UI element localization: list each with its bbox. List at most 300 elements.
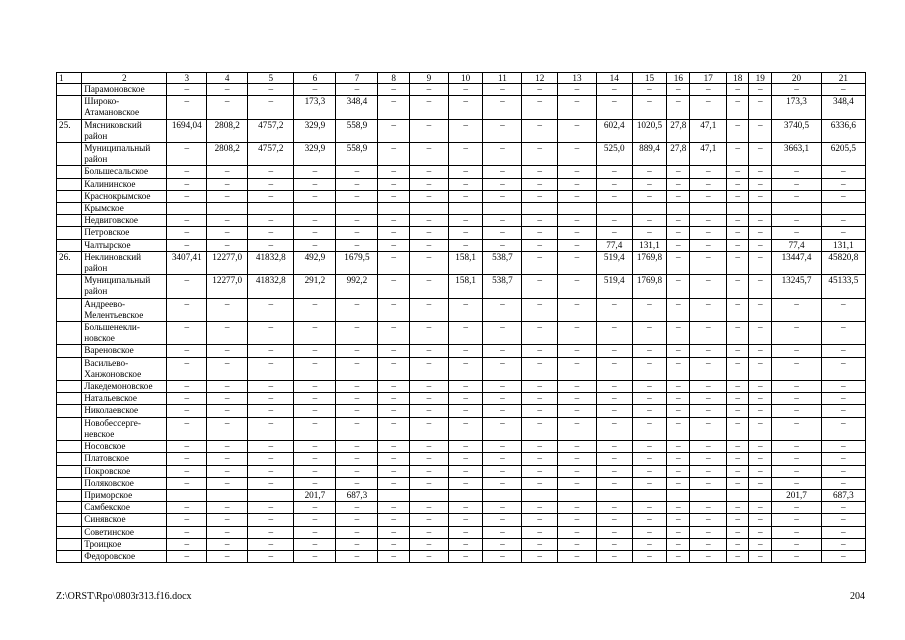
value-cell: – bbox=[749, 119, 772, 142]
value-cell: – bbox=[558, 119, 597, 142]
value-cell: – bbox=[632, 322, 667, 345]
value-cell: – bbox=[248, 453, 294, 465]
value-cell: – bbox=[727, 239, 749, 251]
value-cell: – bbox=[522, 514, 558, 526]
value-cell: – bbox=[378, 190, 410, 202]
value-cell: – bbox=[596, 538, 632, 550]
value-cell: – bbox=[336, 178, 378, 190]
row-label-cell: Большесальское bbox=[82, 166, 167, 178]
value-cell: 492,9 bbox=[294, 251, 336, 274]
value-cell: – bbox=[632, 538, 667, 550]
table-row bbox=[57, 526, 866, 538]
value-cell: – bbox=[727, 215, 749, 227]
value-cell: – bbox=[378, 96, 410, 119]
value-cell: – bbox=[294, 84, 336, 96]
value-cell: – bbox=[821, 393, 865, 405]
value-cell: – bbox=[821, 453, 865, 465]
column-header: 11 bbox=[483, 73, 522, 84]
value-cell: – bbox=[632, 477, 667, 489]
value-cell: – bbox=[336, 381, 378, 393]
value-cell: – bbox=[207, 239, 248, 251]
value-cell: – bbox=[448, 514, 483, 526]
value-cell: – bbox=[772, 526, 821, 538]
value-cell: – bbox=[558, 381, 597, 393]
value-cell: – bbox=[378, 526, 410, 538]
value-cell: – bbox=[558, 143, 597, 166]
value-cell: – bbox=[727, 227, 749, 239]
value-cell: – bbox=[667, 190, 690, 202]
value-cell: – bbox=[772, 417, 821, 440]
table-row bbox=[57, 322, 866, 345]
value-cell bbox=[248, 203, 294, 215]
value-cell: – bbox=[821, 514, 865, 526]
table-row bbox=[57, 489, 866, 501]
value-cell: 538,7 bbox=[483, 251, 522, 274]
value-cell: – bbox=[821, 227, 865, 239]
value-cell: – bbox=[483, 178, 522, 190]
value-cell: – bbox=[248, 381, 294, 393]
value-cell: – bbox=[448, 477, 483, 489]
value-cell: – bbox=[632, 96, 667, 119]
value-cell: – bbox=[821, 190, 865, 202]
table-row bbox=[57, 345, 866, 357]
value-cell: – bbox=[522, 96, 558, 119]
column-header: 14 bbox=[596, 73, 632, 84]
table-row bbox=[57, 190, 866, 202]
value-cell: – bbox=[207, 550, 248, 562]
value-cell: – bbox=[409, 345, 448, 357]
value-cell: – bbox=[522, 227, 558, 239]
value-cell: – bbox=[596, 465, 632, 477]
row-label-cell: Натальевское bbox=[82, 393, 167, 405]
value-cell: – bbox=[409, 215, 448, 227]
value-cell: – bbox=[522, 298, 558, 321]
value-cell: 158,1 bbox=[448, 251, 483, 274]
value-cell: – bbox=[448, 345, 483, 357]
column-header: 13 bbox=[558, 73, 597, 84]
value-cell: 558,9 bbox=[336, 119, 378, 142]
value-cell: – bbox=[336, 227, 378, 239]
value-cell: – bbox=[336, 477, 378, 489]
value-cell: – bbox=[727, 441, 749, 453]
value-cell: – bbox=[409, 502, 448, 514]
table-row bbox=[57, 239, 866, 251]
value-cell: – bbox=[448, 550, 483, 562]
value-cell bbox=[522, 203, 558, 215]
value-cell: – bbox=[821, 550, 865, 562]
value-cell: – bbox=[378, 322, 410, 345]
value-cell: – bbox=[522, 345, 558, 357]
value-cell bbox=[727, 489, 749, 501]
column-header: 20 bbox=[772, 73, 821, 84]
value-cell: – bbox=[596, 405, 632, 417]
value-cell: – bbox=[409, 275, 448, 298]
value-cell: – bbox=[336, 166, 378, 178]
value-cell: – bbox=[409, 119, 448, 142]
value-cell: – bbox=[294, 345, 336, 357]
value-cell: – bbox=[294, 393, 336, 405]
value-cell: – bbox=[632, 215, 667, 227]
table-row bbox=[57, 393, 866, 405]
value-cell: – bbox=[483, 417, 522, 440]
value-cell: – bbox=[821, 417, 865, 440]
value-cell: – bbox=[522, 275, 558, 298]
row-number-cell bbox=[57, 357, 82, 380]
value-cell: – bbox=[690, 84, 727, 96]
value-cell: – bbox=[294, 441, 336, 453]
value-cell: – bbox=[558, 453, 597, 465]
value-cell: – bbox=[248, 417, 294, 440]
value-cell: – bbox=[248, 514, 294, 526]
value-cell: – bbox=[522, 477, 558, 489]
value-cell: – bbox=[749, 538, 772, 550]
value-cell: – bbox=[448, 119, 483, 142]
value-cell: – bbox=[596, 526, 632, 538]
value-cell: – bbox=[727, 251, 749, 274]
row-label-cell: Калининское bbox=[82, 178, 167, 190]
value-cell: – bbox=[522, 538, 558, 550]
value-cell: – bbox=[378, 477, 410, 489]
value-cell: 201,7 bbox=[294, 489, 336, 501]
value-cell: – bbox=[167, 477, 207, 489]
value-cell: – bbox=[772, 514, 821, 526]
value-cell: – bbox=[167, 190, 207, 202]
value-cell: – bbox=[294, 453, 336, 465]
value-cell: – bbox=[294, 417, 336, 440]
value-cell: – bbox=[727, 190, 749, 202]
value-cell: – bbox=[294, 190, 336, 202]
row-label-cell: Краснокрымское bbox=[82, 190, 167, 202]
value-cell: – bbox=[632, 393, 667, 405]
value-cell: – bbox=[448, 166, 483, 178]
value-cell: – bbox=[632, 526, 667, 538]
value-cell: – bbox=[483, 477, 522, 489]
value-cell: – bbox=[690, 227, 727, 239]
value-cell: – bbox=[248, 405, 294, 417]
value-cell: – bbox=[336, 502, 378, 514]
value-cell: – bbox=[821, 441, 865, 453]
value-cell: 158,1 bbox=[448, 275, 483, 298]
row-number-cell bbox=[57, 166, 82, 178]
value-cell: – bbox=[167, 298, 207, 321]
row-label-cell: Широко-Атамановское bbox=[82, 96, 167, 119]
row-number-cell bbox=[57, 514, 82, 526]
value-cell bbox=[632, 203, 667, 215]
value-cell: 687,3 bbox=[336, 489, 378, 501]
value-cell: 131,1 bbox=[632, 239, 667, 251]
value-cell: – bbox=[207, 502, 248, 514]
value-cell: – bbox=[336, 357, 378, 380]
column-header: 19 bbox=[749, 73, 772, 84]
value-cell: – bbox=[632, 514, 667, 526]
value-cell: – bbox=[772, 393, 821, 405]
value-cell: – bbox=[167, 166, 207, 178]
value-cell bbox=[667, 489, 690, 501]
value-cell: – bbox=[690, 239, 727, 251]
row-label-cell: Крымское bbox=[82, 203, 167, 215]
value-cell: 6336,6 bbox=[821, 119, 865, 142]
value-cell: – bbox=[727, 143, 749, 166]
value-cell: – bbox=[749, 477, 772, 489]
column-header: 12 bbox=[522, 73, 558, 84]
value-cell: – bbox=[483, 322, 522, 345]
value-cell: – bbox=[294, 178, 336, 190]
value-cell: – bbox=[378, 345, 410, 357]
value-cell: – bbox=[483, 550, 522, 562]
value-cell: – bbox=[167, 275, 207, 298]
table-row bbox=[57, 178, 866, 190]
value-cell: 77,4 bbox=[772, 239, 821, 251]
column-header: 10 bbox=[448, 73, 483, 84]
value-cell: – bbox=[483, 526, 522, 538]
value-cell: – bbox=[667, 526, 690, 538]
row-number-cell bbox=[57, 550, 82, 562]
row-label-cell: Николаевское bbox=[82, 405, 167, 417]
value-cell: – bbox=[448, 381, 483, 393]
value-cell: – bbox=[294, 538, 336, 550]
value-cell: 558,9 bbox=[336, 143, 378, 166]
value-cell: – bbox=[690, 453, 727, 465]
value-cell: – bbox=[483, 239, 522, 251]
value-cell: – bbox=[690, 550, 727, 562]
value-cell: – bbox=[248, 345, 294, 357]
value-cell: – bbox=[294, 239, 336, 251]
value-cell: – bbox=[667, 538, 690, 550]
value-cell: – bbox=[248, 441, 294, 453]
value-cell: – bbox=[522, 417, 558, 440]
value-cell: – bbox=[632, 357, 667, 380]
value-cell: – bbox=[727, 275, 749, 298]
value-cell: 27,8 bbox=[667, 143, 690, 166]
value-cell: – bbox=[558, 345, 597, 357]
value-cell: – bbox=[336, 514, 378, 526]
value-cell: – bbox=[749, 322, 772, 345]
value-cell: – bbox=[821, 526, 865, 538]
value-cell: 1769,8 bbox=[632, 251, 667, 274]
value-cell: – bbox=[821, 465, 865, 477]
row-number-cell bbox=[57, 489, 82, 501]
value-cell: – bbox=[727, 550, 749, 562]
value-cell: – bbox=[749, 417, 772, 440]
value-cell: – bbox=[558, 393, 597, 405]
value-cell: – bbox=[294, 477, 336, 489]
row-label-cell: Носовское bbox=[82, 441, 167, 453]
value-cell: – bbox=[483, 538, 522, 550]
table-header-row bbox=[57, 73, 866, 84]
value-cell: – bbox=[558, 526, 597, 538]
value-cell: – bbox=[448, 502, 483, 514]
value-cell: – bbox=[558, 190, 597, 202]
value-cell: – bbox=[167, 239, 207, 251]
value-cell: – bbox=[378, 84, 410, 96]
value-cell: – bbox=[522, 84, 558, 96]
row-number-cell bbox=[57, 143, 82, 166]
value-cell: – bbox=[772, 502, 821, 514]
value-cell: – bbox=[207, 298, 248, 321]
value-cell: 173,3 bbox=[294, 96, 336, 119]
value-cell: – bbox=[448, 215, 483, 227]
value-cell: – bbox=[167, 441, 207, 453]
value-cell: – bbox=[378, 538, 410, 550]
value-cell: 3663,1 bbox=[772, 143, 821, 166]
value-cell bbox=[632, 489, 667, 501]
value-cell: – bbox=[448, 393, 483, 405]
value-cell bbox=[207, 489, 248, 501]
value-cell: – bbox=[248, 526, 294, 538]
value-cell bbox=[821, 203, 865, 215]
value-cell: – bbox=[248, 166, 294, 178]
value-cell: – bbox=[207, 514, 248, 526]
value-cell: – bbox=[596, 453, 632, 465]
value-cell: – bbox=[772, 405, 821, 417]
value-cell: 519,4 bbox=[596, 275, 632, 298]
value-cell: – bbox=[667, 345, 690, 357]
value-cell: – bbox=[409, 227, 448, 239]
table-row bbox=[57, 119, 866, 142]
value-cell: – bbox=[596, 502, 632, 514]
row-number-cell bbox=[57, 298, 82, 321]
value-cell: – bbox=[727, 477, 749, 489]
value-cell bbox=[483, 203, 522, 215]
value-cell: – bbox=[378, 298, 410, 321]
value-cell: 27,8 bbox=[667, 119, 690, 142]
value-cell: – bbox=[596, 215, 632, 227]
value-cell: – bbox=[596, 514, 632, 526]
value-cell: – bbox=[558, 178, 597, 190]
value-cell: – bbox=[821, 345, 865, 357]
value-cell: – bbox=[667, 381, 690, 393]
value-cell: – bbox=[690, 178, 727, 190]
value-cell: 45133,5 bbox=[821, 275, 865, 298]
value-cell: 3407,41 bbox=[167, 251, 207, 274]
value-cell: – bbox=[448, 239, 483, 251]
value-cell: – bbox=[749, 550, 772, 562]
value-cell: – bbox=[772, 298, 821, 321]
value-cell: – bbox=[483, 345, 522, 357]
value-cell: – bbox=[409, 514, 448, 526]
value-cell: – bbox=[207, 178, 248, 190]
value-cell: – bbox=[821, 298, 865, 321]
value-cell: – bbox=[690, 405, 727, 417]
value-cell: – bbox=[409, 166, 448, 178]
value-cell: 889,4 bbox=[632, 143, 667, 166]
value-cell: – bbox=[821, 538, 865, 550]
value-cell: – bbox=[378, 166, 410, 178]
value-cell: – bbox=[558, 215, 597, 227]
value-cell: – bbox=[207, 417, 248, 440]
value-cell: – bbox=[558, 166, 597, 178]
value-cell: – bbox=[632, 502, 667, 514]
value-cell: – bbox=[448, 190, 483, 202]
table-row bbox=[57, 538, 866, 550]
value-cell: 45820,8 bbox=[821, 251, 865, 274]
value-cell: – bbox=[667, 393, 690, 405]
table-row bbox=[57, 203, 866, 215]
value-cell: – bbox=[632, 227, 667, 239]
value-cell: – bbox=[409, 357, 448, 380]
value-cell: – bbox=[821, 178, 865, 190]
value-cell: – bbox=[409, 190, 448, 202]
value-cell: – bbox=[690, 477, 727, 489]
value-cell: – bbox=[294, 465, 336, 477]
value-cell: – bbox=[558, 357, 597, 380]
table-row bbox=[57, 441, 866, 453]
row-label-cell: Федоровское bbox=[82, 550, 167, 562]
value-cell: – bbox=[248, 190, 294, 202]
value-cell: – bbox=[667, 178, 690, 190]
value-cell bbox=[690, 203, 727, 215]
value-cell: – bbox=[821, 477, 865, 489]
value-cell: 519,4 bbox=[596, 251, 632, 274]
value-cell: – bbox=[336, 550, 378, 562]
value-cell: – bbox=[483, 441, 522, 453]
value-cell: – bbox=[522, 178, 558, 190]
value-cell: – bbox=[632, 345, 667, 357]
row-label-cell: Мясниковский район bbox=[82, 119, 167, 142]
value-cell: – bbox=[483, 227, 522, 239]
value-cell: – bbox=[522, 251, 558, 274]
value-cell: – bbox=[522, 405, 558, 417]
row-label-cell: Лакедемоновское bbox=[82, 381, 167, 393]
value-cell: – bbox=[632, 453, 667, 465]
value-cell: – bbox=[207, 357, 248, 380]
value-cell: 348,4 bbox=[336, 96, 378, 119]
value-cell: – bbox=[690, 514, 727, 526]
value-cell: – bbox=[522, 381, 558, 393]
column-header: 9 bbox=[409, 73, 448, 84]
value-cell: – bbox=[727, 526, 749, 538]
value-cell: – bbox=[522, 550, 558, 562]
value-cell: 13447,4 bbox=[772, 251, 821, 274]
value-cell: 1769,8 bbox=[632, 275, 667, 298]
value-cell: – bbox=[336, 345, 378, 357]
value-cell: – bbox=[522, 166, 558, 178]
column-header: 6 bbox=[294, 73, 336, 84]
row-label-cell: Поляковское bbox=[82, 477, 167, 489]
value-cell: – bbox=[167, 215, 207, 227]
value-cell: – bbox=[409, 143, 448, 166]
value-cell: – bbox=[483, 405, 522, 417]
table-row bbox=[57, 514, 866, 526]
value-cell: – bbox=[448, 298, 483, 321]
value-cell: – bbox=[248, 298, 294, 321]
row-number-cell bbox=[57, 465, 82, 477]
value-cell: – bbox=[772, 166, 821, 178]
value-cell: – bbox=[632, 405, 667, 417]
value-cell: – bbox=[558, 251, 597, 274]
value-cell: – bbox=[294, 550, 336, 562]
value-cell: – bbox=[409, 96, 448, 119]
table-row bbox=[57, 502, 866, 514]
row-number-cell bbox=[57, 227, 82, 239]
value-cell: – bbox=[772, 178, 821, 190]
value-cell: – bbox=[558, 275, 597, 298]
value-cell: – bbox=[749, 227, 772, 239]
value-cell: – bbox=[248, 502, 294, 514]
value-cell: – bbox=[167, 143, 207, 166]
value-cell: – bbox=[772, 465, 821, 477]
value-cell: – bbox=[596, 381, 632, 393]
value-cell: – bbox=[294, 166, 336, 178]
table-row bbox=[57, 275, 866, 298]
value-cell: – bbox=[596, 550, 632, 562]
value-cell: – bbox=[772, 441, 821, 453]
value-cell: – bbox=[522, 465, 558, 477]
value-cell: – bbox=[522, 239, 558, 251]
value-cell: – bbox=[522, 502, 558, 514]
table-row bbox=[57, 357, 866, 380]
row-number-cell bbox=[57, 405, 82, 417]
